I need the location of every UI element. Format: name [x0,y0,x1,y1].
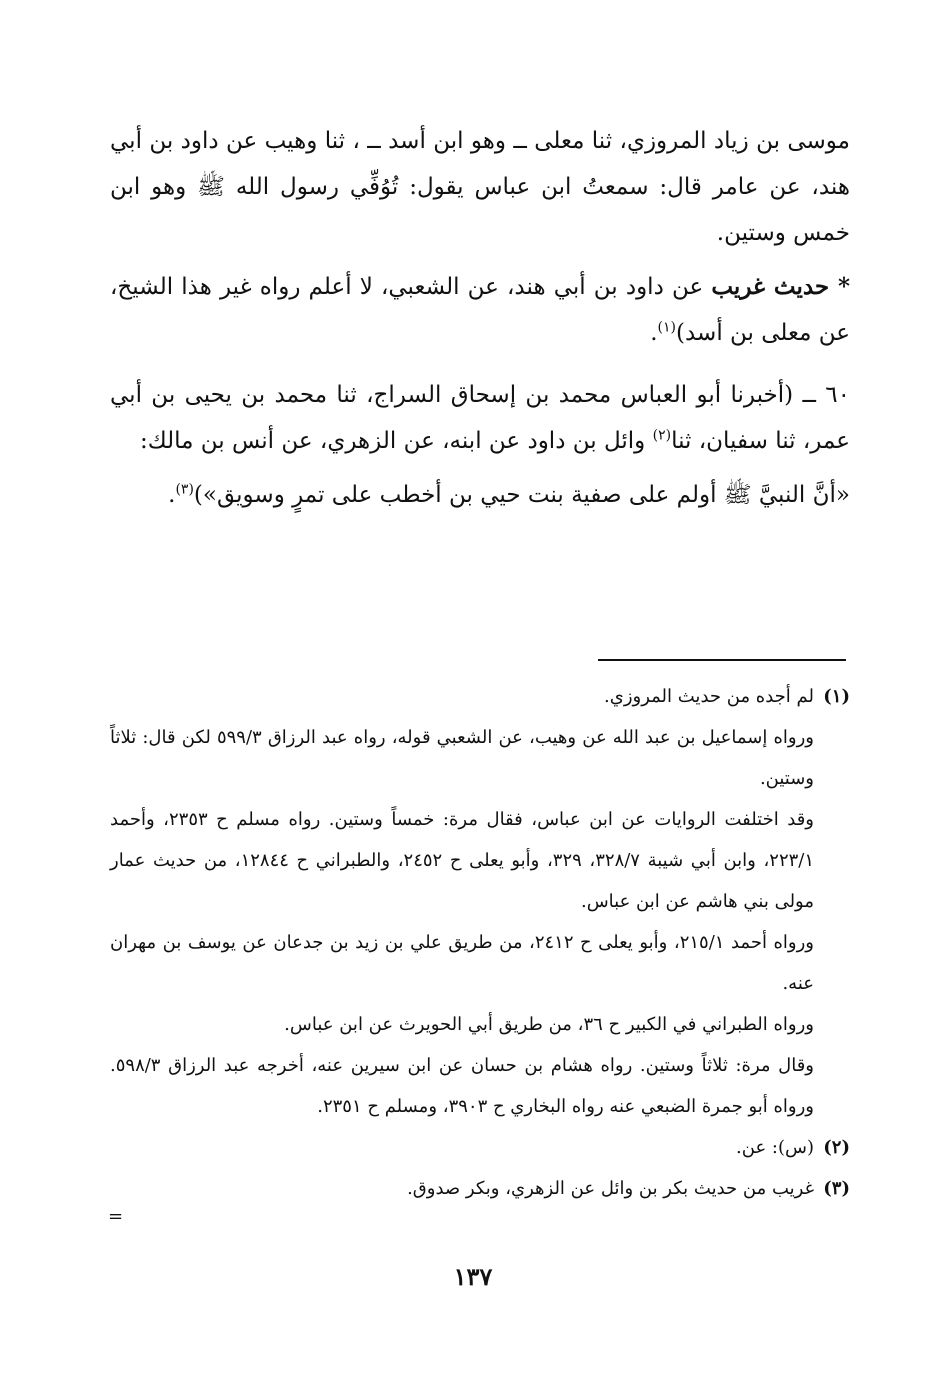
text: «أنَّ النبيَّ ﷺ أولم على صفية بنت حيي بن أخطب على تمرٍ وسويق») [193,482,850,508]
footnote-3 [110,1168,850,1209]
footnote-line: وقال مرة: ثلاثاً وستين. رواه هشام بن حسان عن ابن سيرين عنه، أخرجه عبد الرزاق ٥٩٨/٣. ورواه أبو جمرة الضبعي عنه رواه البخاري ح ٣٩٠٣، ومسلم ح ٢٣٥١. [110,1055,814,1117]
text: عن داود بن أبي هند، عن الشعبي، لا أعلم رواه غير هذا الشيخ، عن معلى بن أسد) [110,274,850,346]
text: موسى بن زياد المروزي، ثنا معلى ــ وهو ابن أسد ــ ، ثنا وهيب عن داود بن أبي هند، عن عامر قال: سمعتُ ابن عباس يقول: تُوُفِّي رسول الله ﷺ وهو ابن خمس وستين. [110,128,850,246]
footnote-number: (٢) [823,1137,850,1158]
text: . [650,320,658,346]
paragraph-hadith-60 [110,372,850,464]
footnote-line: غريب من حديث بكر بن وائل عن الزهري، وبكر صدوق. [407,1178,814,1199]
text: وائل بن داود عن ابنه، عن الزهري، عن أنس بن مالك: [139,428,646,454]
footnote-number: (١) [823,686,850,707]
paragraph-hadith-59-end [110,118,850,256]
footnote-line: (س): عن. [736,1137,814,1158]
text: . [168,482,176,508]
paragraph-hadith-60-matn [110,472,850,518]
footnote-ref-1[interactable]: (١) [657,319,677,336]
footnote-line: ورواه الطبراني في الكبير ح ٣٦، من طريق أبي الحويرث عن ابن عباس. [284,1014,814,1035]
footnote-1 [110,676,850,1127]
footnotes [110,676,850,1209]
paragraph-hadith-59-commentary [110,264,850,356]
footnote-ref-2[interactable]: (٢) [652,427,672,444]
footnote-line: ورواه أحمد ٢١٥/١، وأبو يعلى ح ٢٤١٢، من طريق علي بن زيد بن جدعان عن يوسف بن مهران عنه. [110,932,814,994]
footnote-line: ورواه إسماعيل بن عبد الله عن وهيب، عن الشعبي قوله، رواه عبد الرزاق ٥٩٩/٣ لكن قال: ثلاثاً وستين. [110,727,814,789]
footnote-body [110,1168,814,1209]
main-text [110,118,850,518]
footnote-number: (٣) [823,1178,850,1199]
footnote-divider [598,659,846,661]
footnote-ref-3[interactable]: (٣) [175,481,194,498]
page-number: ١٣٧ [453,1262,493,1291]
footnote-line: لم أجده من حديث المروزي. [604,686,814,707]
footnote-2 [110,1127,850,1168]
footnote-line: وقد اختلفت الروايات عن ابن عباس، فقال مرة: خمساً وستين. رواه مسلم ح ٢٣٥٣، وأحمد ٢٢٣/١، وابن أبي شيبة ٣٢٨/٧، ٣٢٩، وأبو يعلى ح ٢٤٥٢، والطبراني ح ١٢٨٤٤، من حديث عمار مولى بني هاشم عن ابن عباس. [110,809,815,912]
footnote-body [110,676,814,1127]
hadith-number: ٦٠ ــ [802,382,850,408]
text: (أخبرنا أبو العباس محمد بن إسحاق السراج، ثنا محمد بن يحيى بن أبي عمر، ثنا سفيان، ثنا [110,382,850,454]
footnote-body [110,1127,814,1168]
star-heading: * حديث غريب [711,273,850,300]
continuation-mark: = [108,1206,124,1227]
